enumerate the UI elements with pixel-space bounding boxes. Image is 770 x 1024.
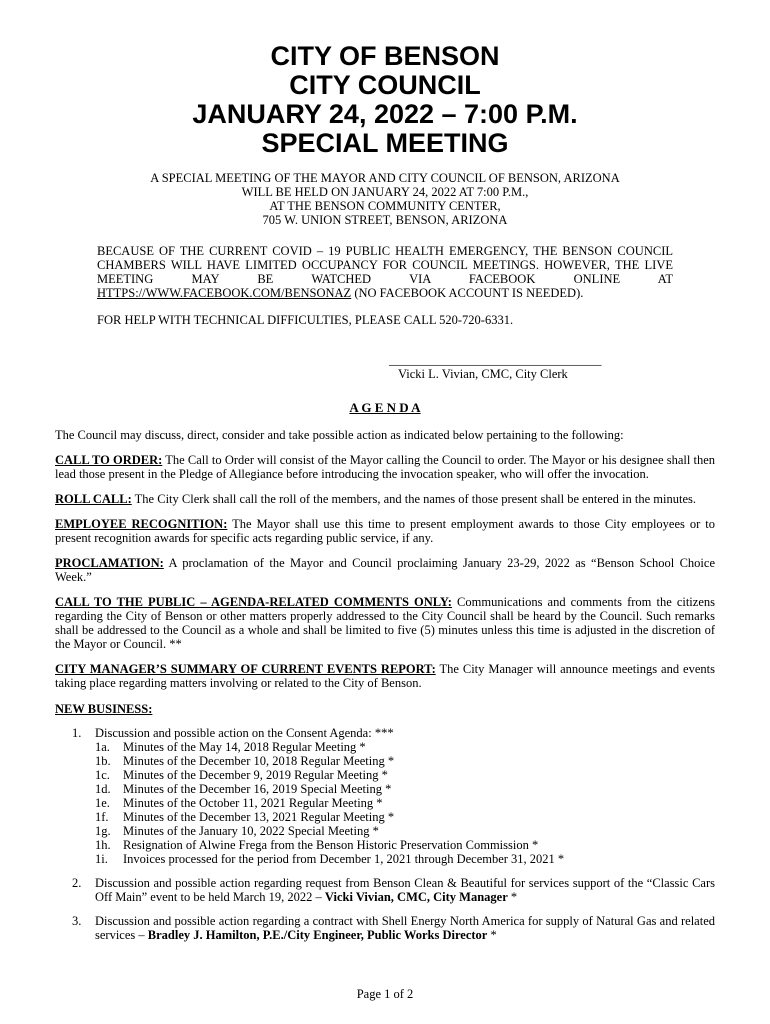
section-label: ROLL CALL: — [55, 491, 132, 506]
meeting-notice-block — [55, 171, 715, 381]
new-business-item-1 — [55, 726, 715, 866]
facebook-link[interactable]: HTTPS://WWW.FACEBOOK.COM/BENSONAZ — [97, 285, 352, 300]
consent-subitem — [95, 852, 715, 866]
subitem-text: Minutes of the January 10, 2022 Special Meeting * — [123, 823, 379, 838]
title-datetime: JANUARY 24, 2022 – 7:00 P.M. — [192, 99, 578, 130]
new-business-item-3 — [55, 914, 715, 942]
subitem-text: Minutes of the May 14, 2018 Regular Meeting * — [123, 739, 366, 754]
page-number: Page 1 of 2 — [356, 987, 414, 1001]
subitem-text: Minutes of the December 9, 2019 Regular Meeting * — [123, 767, 388, 782]
section-label: CALL TO THE PUBLIC – AGENDA-RELATED COMMENTS ONLY: — [55, 594, 452, 609]
consent-subitem — [95, 740, 715, 754]
subitem-number: 1c. — [95, 767, 110, 782]
item-text-after: * — [487, 927, 497, 942]
section-text: The City Manager will announce meetings and events taking place regarding matters involving or related to the City of Benson. — [55, 661, 715, 690]
subitem-text: Minutes of the October 11, 2021 Regular Meeting * — [123, 795, 383, 810]
title-meeting-type: SPECIAL MEETING — [261, 128, 509, 159]
signature-block — [389, 353, 673, 381]
consent-subitem — [95, 782, 715, 796]
covid-text-after: (NO FACEBOOK ACCOUNT IS NEEDED). — [351, 285, 584, 300]
item-presenter: Vicki Vivian, CMC, City Manager — [324, 889, 508, 904]
item-body — [95, 914, 715, 942]
section-text: Communications and comments from the citizens regarding the City of Benson or other matters properly addressed to the City Council shall be heard by the Council. Such remarks shall be addressed to the Council as a whole and shall be limited to five (5) minutes unless this time is adjusted in the discretion of the Mayor or Council. ** — [55, 594, 715, 651]
signature-line: __________________________________ — [389, 352, 602, 367]
subitem-number: 1i. — [95, 851, 108, 866]
section-text: A proclamation of the Mayor and Council proclaiming January 23-29, 2022 as “Benson School Choice Week.” — [55, 555, 716, 584]
consent-subitem — [95, 824, 715, 838]
item-body — [95, 876, 715, 904]
subitem-number: 1g. — [95, 823, 111, 838]
section-label: PROCLAMATION: — [55, 555, 164, 570]
subitem-number: 1a. — [95, 739, 110, 754]
consent-subitem — [95, 796, 715, 810]
item-text-before: Discussion and possible action regarding request from Benson Clean & Beautiful for services support of the “Classic Cars Off Main” event to be held March 19, 2022 – — [95, 875, 715, 904]
subitem-text: Minutes of the December 16, 2019 Special Meeting * — [123, 781, 392, 796]
item-number: 3. — [72, 913, 82, 928]
consent-subitem — [95, 810, 715, 824]
item-presenter: Bradley J. Hamilton, P.E./City Engineer, Public Works Director — [147, 927, 488, 942]
item-number: 2. — [72, 875, 82, 890]
section-city-manager-summary — [55, 662, 715, 690]
subitem-text: Minutes of the December 10, 2018 Regular Meeting * — [123, 753, 395, 768]
agenda-heading: A G E N D A — [349, 399, 421, 415]
new-business-heading: NEW BUSINESS: — [55, 701, 153, 716]
section-proclamation — [55, 556, 715, 584]
item-body — [95, 726, 715, 866]
title-city: CITY OF BENSON — [270, 41, 500, 71]
consent-subitem — [95, 754, 715, 768]
section-call-to-the-public — [55, 595, 715, 651]
subitem-text: Minutes of the December 13, 2021 Regular Meeting * — [123, 809, 395, 824]
item-text-before: Discussion and possible action regarding a contract with Shell Energy North America for supply of Natural Gas and related services – — [95, 913, 715, 942]
technical-help-line: FOR HELP WITH TECHNICAL DIFFICULTIES, PLEASE CALL 520-720-6331. — [97, 312, 514, 327]
item-number: 1. — [72, 725, 82, 740]
subitem-number: 1b. — [95, 753, 111, 768]
section-text: The City Clerk shall call the roll of the members, and the names of those present shall be entered in the minutes. — [134, 491, 696, 506]
subitem-number: 1d. — [95, 781, 111, 796]
subitem-number: 1h. — [95, 837, 111, 852]
covid-text-before: BECAUSE OF THE CURRENT COVID – 19 PUBLIC HEALTH EMERGENCY, THE BENSON COUNCIL CHAMBERS WILL HAVE LIMITED OCCUPANCY FOR COUNCIL MEETINGS. HOWEVER, THE LIVE MEETING MAY BE WATCHED VIA FACEBOOK ONLINE AT — [97, 243, 673, 286]
subitem-text: Invoices processed for the period from December 1, 2021 through December 31, 2021 * — [123, 851, 565, 866]
section-label: CALL TO ORDER: — [55, 452, 163, 467]
subitem-number: 1f. — [95, 809, 109, 824]
notice-line-2: WILL BE HELD ON JANUARY 24, 2022 AT 7:00 P.M., — [241, 184, 529, 199]
consent-subitem — [95, 768, 715, 782]
section-text: The Mayor shall use this time to present employment awards to those City employees or to present recognition awards for specific acts regarding public service, if any. — [55, 516, 715, 545]
notice-line-4: 705 W. UNION STREET, BENSON, ARIZONA — [262, 212, 508, 227]
notice-line-1: A SPECIAL MEETING OF THE MAYOR AND CITY COUNCIL OF BENSON, ARIZONA — [150, 170, 620, 185]
section-employee-recognition — [55, 517, 715, 545]
title-council: CITY COUNCIL — [289, 70, 481, 101]
section-label: EMPLOYEE RECOGNITION: — [55, 516, 228, 531]
notice-line-3: AT THE BENSON COMMUNITY CENTER, — [269, 198, 501, 213]
meeting-location-para — [97, 171, 673, 227]
new-business-item-2 — [55, 876, 715, 904]
section-roll-call — [55, 492, 715, 506]
subitem-number: 1e. — [95, 795, 110, 810]
section-call-to-order — [55, 453, 715, 481]
consent-subitem — [95, 838, 715, 852]
section-label: CITY MANAGER’S SUMMARY OF CURRENT EVENTS REPORT: — [55, 661, 436, 676]
section-text: The Call to Order will consist of the Mayor calling the Council to order. The Mayor or his designee shall then lead those present in the Pledge of Allegiance before introducing the invocation speaker, who will offer the invocation. — [55, 452, 716, 481]
signature-name: Vicki L. Vivian, CMC, City Clerk — [398, 366, 568, 381]
item-text-after: * — [507, 889, 518, 904]
agenda-intro-para: The Council may discuss, direct, consider and take possible action as indicated below pertaining to the following: — [55, 427, 624, 442]
item-text: Discussion and possible action on the Consent Agenda: *** — [95, 725, 394, 740]
document-title-block — [55, 42, 715, 159]
subitem-text: Resignation of Alwine Frega from the Benson Historic Preservation Commission * — [123, 837, 539, 852]
covid-notice-para — [97, 244, 673, 300]
